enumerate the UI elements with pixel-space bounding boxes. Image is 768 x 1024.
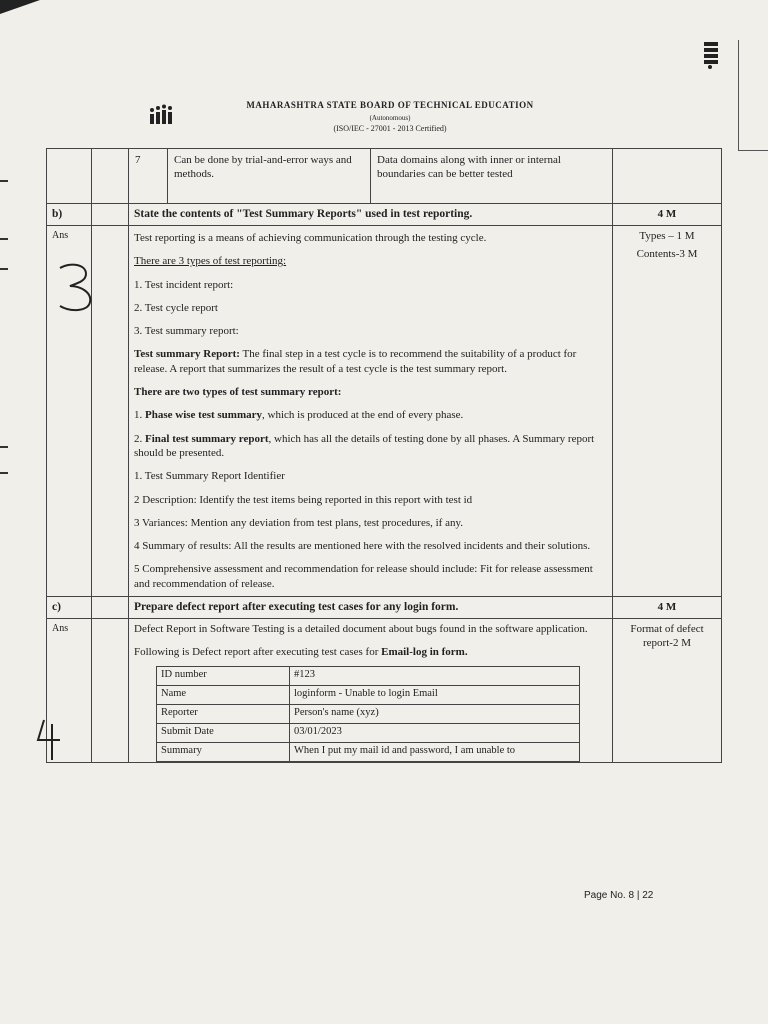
content-item: 3 Variances: Mention any deviation from test plans, test procedures, if any. (134, 516, 463, 529)
list-item: 3. Test summary report: (134, 325, 239, 338)
answer-body (129, 618, 613, 762)
table-row (47, 596, 722, 618)
content-item: 1. Test Summary Report Identifier (134, 470, 285, 483)
question-text: Prepare defect report after executing test cases for any login form. (129, 596, 613, 618)
question-label: c) (47, 596, 92, 618)
question-marks: 4 M (613, 596, 722, 618)
defect-report-table (156, 666, 580, 762)
table-row: Submit Date 03/01/2023 (157, 723, 580, 742)
scan-edge-line (738, 40, 739, 150)
margin-tick (0, 238, 8, 240)
scan-edge-line (738, 150, 768, 151)
list-item: 1. Test incident report: (134, 278, 234, 291)
comparison-right: Data domains along with inner or internal boundaries can be better tested (371, 149, 613, 203)
answer-intro: Test reporting is a means of achieving communication through the testing cycle. (134, 231, 487, 244)
list-item: 1. Phase wise test summary, which is produced at the end of every phase. (134, 409, 464, 422)
summary-definition (134, 347, 607, 376)
answer-body (129, 225, 613, 596)
types-heading: There are 3 types of test reporting: (134, 255, 287, 268)
summary-label: Test summary Report: (134, 348, 240, 361)
msbte-logo-icon (700, 40, 722, 70)
table-row: Reporter Person's name (xyz) (157, 704, 580, 723)
list-item: 2. Test cycle report (134, 301, 218, 314)
handwritten-mark (56, 262, 96, 314)
table-row: ID number #123 (157, 666, 580, 685)
summary-text: The final step in a test cycle is to recommend the suitability of a product for release. A report that summarizes the result of a test cycle is the test summary report. (134, 348, 577, 375)
defect-intro: Following is Defect report after executing test cases for Email-log in form. (134, 646, 468, 659)
table-row (47, 225, 722, 596)
answer-intro: Defect Report in Software Testing is a detailed document about bugs found in the software application. (134, 622, 588, 635)
marking-scheme: Contents-3 M (636, 248, 698, 261)
marking-scheme: Format of defect report-2 M (613, 618, 722, 762)
table-row (47, 149, 722, 204)
table-row (47, 618, 722, 762)
list-item: 2. Final test summary report, which has all the details of testing done by all phases. A Summary report should be presented. (134, 432, 595, 459)
comparison-left: Can be done by trial-and-error ways and methods. (168, 149, 371, 203)
answer-table (46, 148, 722, 763)
table-row (47, 204, 722, 226)
content-item: 4 Summary of results: All the results are mentioned here with the resolved incidents and their solutions. (134, 540, 591, 553)
answer-label: Ans (47, 225, 92, 596)
handwritten-three-icon (56, 262, 96, 314)
handwritten-mark (34, 718, 64, 762)
page-number: Page No. 8 | 22 (584, 890, 654, 901)
margin-tick (0, 472, 8, 474)
two-types-heading: There are two types of test summary report: (134, 386, 342, 399)
content-item: 2 Description: Identify the test items being reported in this report with test id (134, 493, 473, 506)
msbte-logo-icon (148, 104, 178, 126)
row-number: 7 (129, 149, 168, 203)
margin-tick (0, 446, 8, 448)
question-label: b) (47, 204, 92, 226)
table-row: Summary When I put my mail id and password, I am unable to (157, 742, 580, 761)
question-marks: 4 M (613, 204, 722, 226)
comparison-row (129, 149, 612, 203)
table-row: Name loginform - Unable to login Email (157, 685, 580, 704)
margin-tick (0, 268, 8, 270)
margin-tick (0, 180, 8, 182)
handwritten-four-icon (34, 718, 64, 762)
content-item: 5 Comprehensive assessment and recommendation for release should include: Fit for release assessment and recommendation of release. (134, 563, 593, 590)
question-text: State the contents of "Test Summary Reports" used in test reporting. (129, 204, 613, 226)
marking-scheme: Types – 1 M (639, 229, 695, 242)
certification-label: (ISO/IEC - 27001 - 2013 Certified) (333, 124, 447, 133)
autonomous-label: (Autonomous) (369, 114, 411, 122)
answer-label: Ans (47, 618, 92, 762)
institution-name: MAHARASHTRA STATE BOARD OF TECHNICAL EDUCATION (246, 100, 534, 110)
scan-corner-mark (0, 0, 40, 14)
